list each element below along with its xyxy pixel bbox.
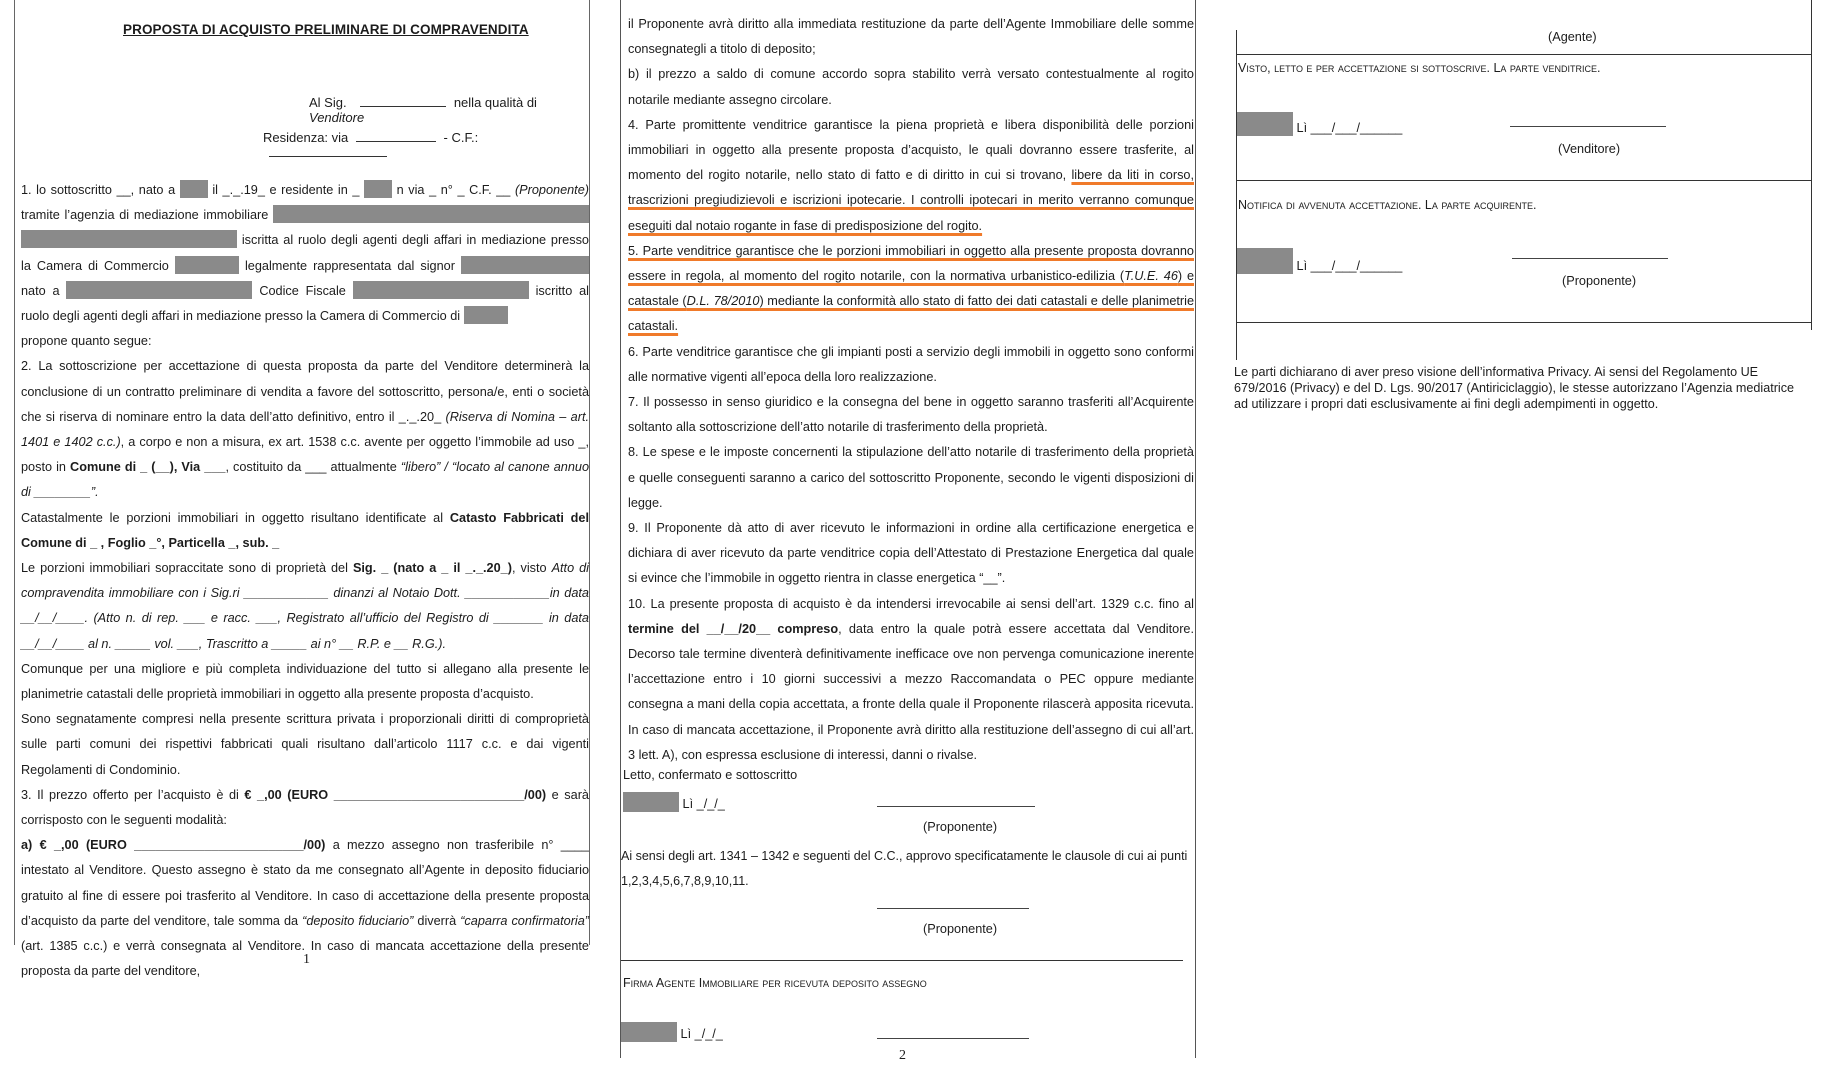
clause-2 bbox=[21, 354, 589, 505]
clause-1 bbox=[21, 178, 589, 329]
seller-acceptance-heading: Visto, letto e per accettazione si sottoscrive. La parte venditrice. bbox=[1238, 61, 1601, 75]
clause-3a-text: a) € _,00 (EURO ________________________/00) bbox=[21, 838, 326, 853]
signature-date-row bbox=[623, 792, 725, 812]
clause-5-text: ) e catastale ( bbox=[628, 269, 1195, 309]
clause-3a-text: diverrà bbox=[417, 913, 457, 928]
clause-1-text: 1. lo sottoscritto __, nato a bbox=[21, 183, 176, 197]
agente-label: (Agente) bbox=[1548, 30, 1597, 44]
clause-3a-text: (art. 1385 c.c.) e verrà consegnata al Venditore. In caso di mancata accettazione della presente proposta da parte del venditore, bbox=[21, 939, 589, 979]
clause-1-text: il _._.19_ e residente in _ bbox=[212, 183, 360, 197]
cf-label: - C.F.: bbox=[443, 130, 479, 145]
common-parts-paragraph: Sono segnatamente compresi nella presente scrittura privata i proporzionali diritti di comproprietà sulle parti comuni dei rispettivi fabbricati quali risultano dall’articolo 1117 c.c. e dai vigenti Regolamenti di Condominio. bbox=[21, 712, 589, 777]
art-1341-approval: Ai sensi degli art. 1341 – 1342 e seguenti del C.C., approvo specificatamente le clausole di cui ai punti 1,2,3,4,5,6,7,8,9,10,11. bbox=[621, 849, 1188, 889]
clause-2-text: (Riserva di Nomina – art. 1401 e 1402 c.c.) bbox=[21, 409, 590, 450]
clause-10-text: termine del __/__/20__ compreso bbox=[628, 621, 839, 636]
clause-1-text: Codice Fiscale bbox=[259, 283, 346, 298]
clause-3-text: € _,00 (EURO ___________________________/00) bbox=[244, 787, 547, 802]
page-border bbox=[1811, 0, 1812, 330]
page1-body bbox=[21, 178, 589, 985]
clause-9: 9. Il Proponente dà atto di aver ricevuto le informazioni in ordine alla certificazione energetica e dichiara di aver ricevuto da parte venditrice copia dell’Attestato di Prestazione Energetica dal quale si evince che l’immobile in oggetto rientra in classe energetica “__”. bbox=[628, 521, 1194, 586]
ownership-text: , visto bbox=[511, 561, 547, 576]
section-divider bbox=[1236, 54, 1812, 55]
agent-signature-row bbox=[621, 1022, 723, 1042]
planimetry-paragraph: Comunque per una migliore e più completa individuazione del tutto si allegano alla presente le planimetrie catastali delle proprietà immobiliari in oggetto alla presente proposta d’acquisto. bbox=[21, 661, 589, 702]
al-sig-label: Al Sig. bbox=[309, 95, 347, 110]
buyer-notification-heading: Notifica di avvenuta accettazione. La parte acquirente. bbox=[1238, 198, 1537, 212]
clause-1-text: n via _ n° _ C.F. __ bbox=[396, 183, 511, 197]
document-title: PROPOSTA DI ACQUISTO PRELIMINARE DI COMPRAVENDITA bbox=[123, 22, 529, 37]
clause-6: 6. Parte venditrice garantisce che gli impianti posti a servizio degli immobili in oggetto sono conformi alle normative vigenti all’epoca della loro realizzazione. bbox=[628, 344, 1194, 384]
buyer-date-row bbox=[1237, 248, 1402, 274]
redaction-box bbox=[623, 792, 679, 812]
blank-field bbox=[269, 145, 387, 157]
clause-5-text: ) mediante la conformità allo stato di fatto dei dati catastali e delle planimetrie catastali. bbox=[628, 294, 1194, 334]
clause-3a-text: a mezzo assegno non trasferibile n° ____ intestato al Venditore. Questo assegno è stato da me consegnato all’Agente in deposito fiduciario gratuito al fine di essere poi trasferito al Venditore. In caso di accettazione della presente proposta d’acquisto da parte del venditore, tale somma da bbox=[21, 838, 589, 928]
redaction-box bbox=[353, 281, 529, 299]
cadastral-text: Catastalmente le porzioni immobiliari in oggetto risultano identificate al bbox=[21, 510, 444, 525]
redaction-box bbox=[461, 256, 589, 274]
redaction-box bbox=[175, 256, 239, 274]
ownership-text: Sig. _ (nato a _ il _._.20_) bbox=[352, 561, 512, 576]
highlighted-text: libere da liti in corso, trascrizioni pregiudizievoli e iscrizioni ipotecarie. I controlli ipotecari in merito verranno comunque eseguiti dal notaio rogante in fase di predisposizione del rogito. bbox=[628, 168, 1194, 233]
document-page-3 bbox=[1228, 0, 1818, 470]
qualita-label: nella qualità di bbox=[453, 95, 537, 110]
ownership-text: Atto di compravendita immobiliare con i Sig.ri ____________ dinanzi al Notaio Dott. ____________in data __/__/____. (Atto n. di rep. ___ e racc. ___, Registrato all’ufficio del Registro di _______ in data __/__/____ al n. _____ vol. ___, Trascritto a _____ ai n° __ R.P. e __ R.G.). bbox=[21, 561, 589, 651]
clause-3-text: 3. Il prezzo offerto per l’acquisto è di bbox=[21, 787, 239, 802]
signature-line bbox=[877, 1038, 1029, 1039]
page-number: 2 bbox=[899, 1048, 906, 1063]
page2-body bbox=[628, 12, 1194, 768]
clause-10-text: 10. La presente proposta di acquisto è da intendersi irrevocabile ai sensi dell’art. 1329 c.c. fino al bbox=[628, 596, 1194, 611]
clause-8: 8. Le spese e le imposte concernenti la stipulazione dell’atto notarile di trasferimento della proprietà e quelle conseguenti saranno a carico del sottoscritto Proponente, secondo le vigenti disposizioni di legge. bbox=[628, 445, 1194, 510]
document-page-2 bbox=[620, 0, 1196, 1063]
residenza-label: Residenza: via bbox=[263, 130, 349, 145]
clause-3b: b) il prezzo a saldo di comune accordo sopra stabilito verrà versato contestualmente al rogito notarile mediante assegno circolare. bbox=[628, 67, 1194, 107]
page-border bbox=[1236, 30, 1237, 360]
clause-2-text: , a corpo e non a misura, ex art. 1538 c.c. avente per oggetto l’immobile ad uso _, posto in bbox=[21, 435, 589, 475]
section-divider bbox=[1236, 322, 1812, 323]
proponente-signature-label: (Proponente) bbox=[923, 820, 998, 834]
blank-field bbox=[360, 95, 446, 107]
place-date-field: Lì _/_/_ bbox=[682, 797, 725, 811]
page-number: 1 bbox=[303, 952, 310, 967]
clause-1-text: nato a bbox=[21, 283, 60, 298]
clause-10 bbox=[628, 592, 1194, 768]
clause-2-text: “libero” / “locato al canone annuo di ________”. bbox=[21, 460, 590, 500]
clause-3 bbox=[21, 783, 589, 833]
clause-2-text: Comune di _ (__), Via ___ bbox=[70, 460, 226, 475]
place-date-field: Lì _/_/_ bbox=[680, 1027, 723, 1041]
clause-10-text: , data entro la quale potrà essere accettata dal Venditore. Decorso tale termine diventerà definitivamente inefficace ove non pervenga comunicazione inerente l’accettazione entro i 10 giorni successivi a mezzo Raccomandata o PEC oppure mediante consegna a mani della copia accettata, a fronte della quale il Proponente rilascerà apposita ricevuta. In caso di mancata accettazione, il Proponente avrà diritto alla restituzione dell’assegno di cui all’art. 3 lett. A), con espressa esclusione di interessi, danni o rivalse. bbox=[628, 621, 1194, 762]
clause-3-continued: il Proponente avrà diritto alla immediata restituzione da parte dell’Agente Immobiliare delle somme consegnategli a titolo di deposito; bbox=[628, 17, 1194, 57]
clause-4-text: 4. Parte promittente venditrice garantisce la piena proprietà e libera disponibilità delle porzioni immobiliari in oggetto alla presente proposta d’acquisto, le quali dovranno essere trasferite, al momento del rogito notarile, nello stato di fatto e di diritto in cui si trovano, bbox=[628, 117, 1194, 183]
redaction-box bbox=[364, 180, 392, 198]
header-addressee bbox=[309, 95, 589, 125]
proponente-signature-label: (Proponente) bbox=[923, 922, 998, 936]
place-date-field: Lì ___/___/______ bbox=[1296, 121, 1403, 135]
clause-2-text: 2. La sottoscrizione per accettazione di questa proposta da parte del Venditore determinerà la conclusione di un contratto preliminare di vendita a favore del sottoscritto, persona/e, enti o società che si riserva di nominare entro la data dell’atto definitivo, entro il _._.20_ bbox=[21, 359, 589, 424]
blank-field bbox=[356, 130, 436, 142]
place-date-field: Lì ___/___/______ bbox=[1296, 259, 1403, 273]
redaction-box bbox=[1237, 248, 1293, 274]
privacy-notice: Le parti dichiarano di aver preso visione dell’informativa Privacy. Ai sensi del Regolamento UE 679/2016 (Privacy) e del D. Lgs. 90/2017 (Antiriciclaggio), le stesse autorizzano l’Agenzia mediatrice ad utilizzare i propri dati esclusivamente ai fini degli adempimenti in oggetto. bbox=[1234, 365, 1795, 411]
redaction-box bbox=[1237, 112, 1293, 136]
letto-label: Letto, confermato e sottoscritto bbox=[623, 768, 798, 782]
clause-5-text: D.L. 78/2010 bbox=[686, 294, 760, 309]
signature-line bbox=[1512, 258, 1668, 259]
clause-1-text: iscritto al ruolo degli agenti degli affari in mediazione presso la Camera di Commercio di bbox=[21, 283, 589, 324]
clause-3a-text: “deposito fiduciario” bbox=[302, 913, 414, 928]
signature-line bbox=[877, 806, 1035, 807]
clause-3a-text: “caparra confirmatoria” bbox=[460, 913, 590, 928]
redaction-box bbox=[273, 205, 589, 223]
clause-7: 7. Il possesso in senso giuridico e la consegna del bene in oggetto saranno trasferiti all’Acquirente soltanto alla sottoscrizione dell’atto notarile di trasferimento della proprietà. bbox=[628, 395, 1194, 435]
agent-signature-heading: Firma Agente Immobiliare per ricevuta deposito assegno bbox=[623, 976, 927, 990]
venditore-label: Venditore bbox=[309, 110, 365, 125]
redaction-box bbox=[464, 306, 508, 324]
clause-5-text: 5. Parte venditrice garantisce che le porzioni immobiliari in oggetto alla presente proposta dovranno essere in regola, al momento del rogito notarile, con la normativa urbanistico-edilizia ( bbox=[628, 243, 1194, 284]
signature-line bbox=[1510, 126, 1666, 127]
section-divider bbox=[621, 960, 1183, 961]
cadastral-text: Catasto Fabbricati del Comune di _ , Foglio _°, Particella _, sub. _ bbox=[21, 510, 589, 550]
document-page-1 bbox=[14, 0, 590, 979]
section-divider bbox=[1236, 180, 1812, 181]
clause-4 bbox=[628, 113, 1194, 239]
signature-line bbox=[877, 908, 1029, 909]
redaction-box bbox=[21, 230, 237, 248]
clause-5 bbox=[628, 239, 1194, 340]
ownership-text: Le porzioni immobiliari sopraccitate sono di proprietà del bbox=[21, 561, 348, 576]
cadastral-paragraph bbox=[21, 506, 589, 556]
clause-1-text: tramite l’agenzia di mediazione immobiliare bbox=[21, 208, 269, 223]
clause-1-text: legalmente rappresentata dal signor bbox=[244, 258, 455, 273]
clause-3-text: e sarà corrisposto con le seguenti modalità: bbox=[21, 787, 589, 828]
proposal-intro: propone quanto segue: bbox=[21, 334, 152, 349]
redaction-box bbox=[66, 281, 252, 299]
clause-2-text: , costituito da ___ attualmente bbox=[225, 460, 397, 475]
ownership-paragraph bbox=[21, 556, 589, 657]
redaction-box bbox=[621, 1022, 677, 1042]
proponente-label: (Proponente) bbox=[514, 183, 589, 197]
header-residence bbox=[263, 130, 589, 160]
redaction-box bbox=[180, 180, 208, 198]
clause-1-text: iscritta al ruolo degli agenti degli affari in mediazione presso la Camera di Commercio bbox=[21, 233, 589, 273]
proponente-signature-label: (Proponente) bbox=[1562, 274, 1637, 288]
seller-date-row bbox=[1237, 112, 1402, 136]
clause-5-text: T.U.E. 46 bbox=[1124, 269, 1178, 284]
venditore-signature-label: (Venditore) bbox=[1558, 142, 1621, 156]
